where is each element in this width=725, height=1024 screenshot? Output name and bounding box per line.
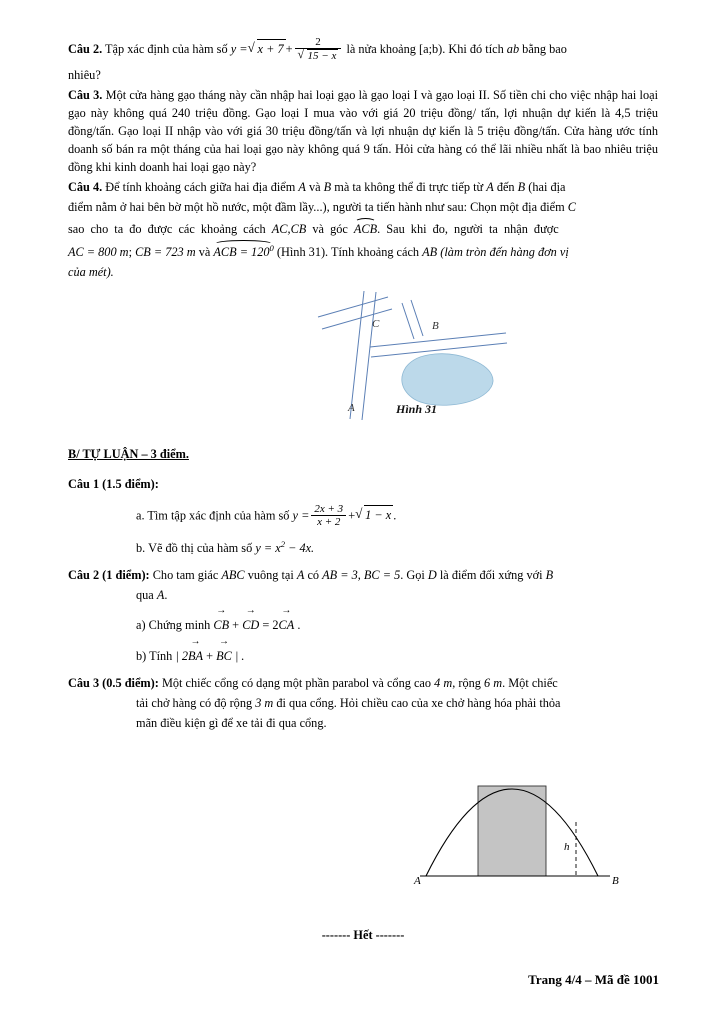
- vector-CB: → CB: [213, 613, 229, 634]
- label-h: h: [564, 840, 570, 853]
- vector-BA: → BA: [188, 644, 203, 665]
- degree-sup: 0: [269, 243, 274, 254]
- section-b-item3: [68, 674, 658, 692]
- cau4-semicolon: ;: [128, 245, 132, 260]
- cau2-y: y =: [230, 42, 248, 57]
- figure-caption: Hình 31: [396, 402, 438, 417]
- cau1-a-y: y =: [292, 508, 310, 523]
- cau2b-a-end: .: [297, 618, 301, 633]
- cau2b-a-eq: = 2: [262, 618, 279, 633]
- cau2b-t2: vuông tại: [247, 568, 294, 583]
- triangle-ABC: ABC: [221, 568, 245, 583]
- point-A: A: [156, 588, 165, 603]
- cau2b-b-end: | .: [234, 648, 245, 663]
- document-body: [68, 36, 658, 946]
- question-label: Câu 3.: [68, 87, 103, 102]
- truck-rectangle: [478, 786, 546, 876]
- label-B: B: [432, 320, 439, 333]
- lake-shape: [402, 354, 493, 406]
- cau3b-line3: mãn điều kiện gì để xe tải đi qua cổng.: [136, 715, 327, 730]
- cau2b-t4: . Gọi: [400, 568, 425, 583]
- section-b-item1-label: Câu 1 (1.5 điểm):: [68, 477, 159, 492]
- cau2-text-end: bằng bao: [522, 42, 567, 57]
- cau3b-l2a: tải chở hàng có độ rộng: [136, 695, 253, 710]
- cau2b-b-plus: +: [206, 648, 214, 663]
- cau4-p1a: Để tính khoảng cách giữa hai địa điểm: [105, 180, 296, 194]
- cau2-text-before: Tập xác định của hàm số: [105, 42, 228, 57]
- cau2b-b-expr: | 2: [175, 648, 189, 663]
- cau3b-l1b: , rộng: [452, 675, 481, 690]
- cau3b-l1: Một chiếc cổng có dạng một phần parabol và cổng cao: [161, 675, 432, 690]
- question-label: Câu 2.: [68, 42, 103, 57]
- cau2b-t6: qua: [136, 588, 154, 603]
- cau2b-b-text: b) Tính: [136, 648, 173, 663]
- cau2-line2: nhiêu?: [68, 67, 101, 82]
- cau4-line3: [68, 218, 658, 238]
- label-A: A: [414, 874, 421, 887]
- angle-ACB: ACB: [354, 218, 377, 238]
- fraction-numerator: 2x + 3: [314, 502, 344, 515]
- cau3b-l1c: . Một chiếc: [502, 675, 558, 690]
- sqrt-1-minus-x: √ 1 − x: [355, 505, 393, 524]
- question-label: Câu 4.: [68, 180, 103, 194]
- value-width: 6 m: [483, 675, 503, 690]
- label-A: A: [348, 402, 355, 415]
- cau4-line5: của mét).: [68, 265, 114, 280]
- question-cau4: [68, 178, 658, 196]
- cau2b-a-text: a) Chứng minh: [136, 618, 211, 633]
- cau2-interval: [a;b): [419, 42, 443, 57]
- segment-AB: AB: [422, 245, 438, 260]
- point-A: A: [296, 568, 305, 583]
- point-A: A: [486, 180, 494, 194]
- fraction-2x3-over-x2: [311, 503, 346, 529]
- cau1-a-text: a. Tìm tập xác định của hàm số: [136, 508, 290, 523]
- value-angle-ACB: ACB = $120^0$: [213, 240, 273, 261]
- end-mark: ------- Hết -------: [321, 927, 405, 942]
- cau4-line4: [68, 240, 658, 261]
- cau2b-label: Câu 2 (1 điểm):: [68, 568, 150, 583]
- cau1-b-formula: $y = x^2 - 4x$.: [255, 539, 315, 556]
- cau4-p1e: (hai địa: [528, 180, 566, 194]
- cau2b-sub-a: [68, 613, 658, 634]
- cau1-sub-a: [68, 504, 658, 530]
- cau4-note: (làm tròn đến hàng đơn vị: [440, 245, 569, 260]
- point-B: B: [517, 180, 526, 194]
- cau2b-t5: là điểm đối xứng với: [439, 568, 543, 583]
- values-AB-BC: AB = 3, BC = 5: [322, 568, 401, 583]
- cau1-a-plus: +: [348, 508, 356, 523]
- cau1-a-end: .: [393, 508, 397, 523]
- point-B: B: [323, 180, 332, 194]
- figure-parabola-container: [68, 738, 658, 898]
- cau4-p1c: mà ta không thể đi trực tiếp từ: [334, 180, 484, 194]
- fraction-denominator: √ 15 − x: [295, 48, 342, 62]
- value-truck-width: 3 m: [255, 695, 274, 710]
- value-height: 4 m: [434, 675, 453, 690]
- vector-BC: → BC: [216, 644, 232, 665]
- point-A: A: [298, 180, 306, 194]
- figure-parabola: [408, 738, 648, 893]
- cau4-and: và: [198, 245, 211, 260]
- cau3b-line2: [68, 694, 658, 712]
- label-B: B: [612, 874, 619, 887]
- question-cau2: [68, 37, 658, 64]
- cau3b-l2b: đi qua cổng. Hỏi chiều cao của xe chở hàng hóa phải thỏa: [276, 695, 561, 710]
- point-D: D: [427, 568, 437, 583]
- cau2b-line2: [68, 586, 658, 604]
- vector-CD: → CD: [242, 613, 259, 634]
- cau1-sub-b: [68, 538, 658, 557]
- cau2b-t3: có: [307, 568, 320, 583]
- point-B: B: [545, 568, 554, 583]
- figure-31-container: [68, 289, 658, 429]
- fraction-2-over-sqrt: [295, 36, 342, 63]
- value-CB: CB = 723 m: [135, 245, 196, 260]
- cau3-text: Một cửa hàng gạo tháng này cần nhập hai loại gạo là gạo loại I và gạo loại II. Số tiền chi cho việc nhập hai loại gạo này không quá 240 triệu đồng. Gạo loại I mua vào với giá 20 triệu đồng/ tấn, lợi nhuận dự kiến là 4,5 triệu đồng/tấn. Gạo loại II nhập vào với giá 30 triệu đồng/tấn và lợi nhuận dự kiến là 5 triệu đồng/tấn. Cửa hàng ước tính doanh số bán ra một tháng của hai loại gạo này không quá 9 tấn. Hỏi cửa hàng có thể lãi nhiều nhất là bao nhiêu triệu đồng khi kinh doanh hai loại gạo này?: [68, 87, 658, 174]
- cau2b-t1: Cho tam giác: [152, 568, 219, 583]
- vector-CA: → CA: [279, 613, 295, 634]
- section-b-item2: [68, 566, 658, 584]
- fraction-denominator: x + 2: [311, 515, 346, 528]
- cau4-p3c: . Sau khi đo, người ta nhận được: [377, 222, 559, 237]
- cau4-line2: [68, 198, 658, 216]
- cau4-p2: điểm nằm ở hai bên bờ một hồ nước, một đầm lầy...), người ta tiến hành như sau: Chọn một địa điểm: [68, 200, 565, 215]
- cau3b-label: Câu 3 (0.5 điểm):: [68, 675, 159, 690]
- question-cau3: [68, 86, 658, 176]
- cau4-p3a: sao cho ta đo được các khoảng cách: [68, 222, 266, 237]
- cau4-p1b: và: [308, 180, 321, 194]
- page-footer: Trang 4/4 – Mã đề 1001: [528, 972, 659, 987]
- cau1-b-text: b. Vẽ đồ thị của hàm số: [136, 541, 253, 556]
- fraction-numerator: 2: [315, 36, 321, 48]
- segments-AC-CB: AC,CB: [271, 222, 307, 237]
- section-b-title: B/ TỰ LUẬN – 3 điểm.: [68, 447, 189, 462]
- value-AC: AC = 800 m: [68, 245, 129, 260]
- cau4-fig-ref: (Hình 31). Tính khoảng cách: [276, 245, 420, 260]
- point-C: C: [567, 200, 576, 215]
- sqrt-x-plus-7: √ x + 7: [248, 39, 286, 58]
- cau4-p1d: đến: [496, 180, 515, 194]
- cau2b-a-plus: +: [232, 618, 240, 633]
- cau2-ab: ab: [506, 42, 520, 57]
- cau2b-sub-b: [68, 644, 658, 665]
- label-C: C: [372, 318, 380, 331]
- cau2-text-after: . Khi đó tích: [442, 42, 504, 57]
- cau4-p3b: và góc: [312, 222, 348, 237]
- cau2-text-mid: là nửa khoảng: [346, 42, 416, 57]
- figure-31: [310, 289, 510, 425]
- cau2b-t7: .: [164, 588, 168, 603]
- cau2-plus: +: [285, 42, 293, 57]
